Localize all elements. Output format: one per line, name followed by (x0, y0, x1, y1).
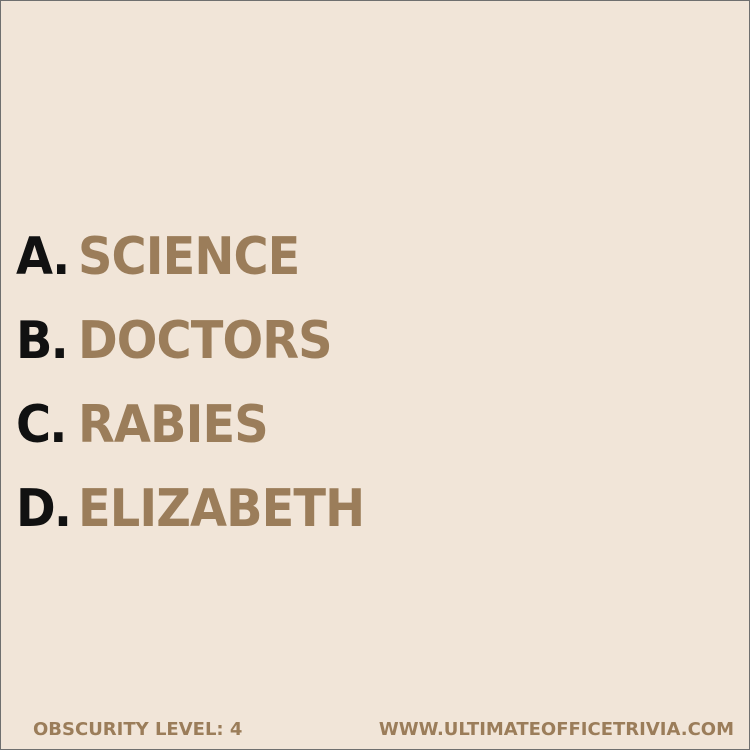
answer-letter-b: B. (16, 311, 67, 371)
answer-option-b[interactable] (16, 299, 716, 383)
answer-option-d[interactable] (16, 467, 716, 551)
answer-text-b: DOCTORS (78, 311, 332, 371)
answer-letter-a: A. (16, 227, 69, 287)
obscurity-level: OBSCURITY LEVEL: 4 (33, 719, 243, 740)
answer-letter-d: D. (16, 479, 71, 539)
answer-text-a: SCIENCE (78, 227, 300, 287)
answer-list (16, 215, 716, 551)
answer-option-c[interactable] (16, 383, 716, 467)
website-url[interactable]: WWW.ULTIMATEOFFICETRIVIA.COM (378, 719, 734, 740)
answer-letter-c: C. (16, 395, 66, 455)
answer-text-d: ELIZABETH (78, 479, 365, 539)
answer-text-c: RABIES (78, 395, 268, 455)
answer-option-a[interactable] (16, 215, 716, 299)
